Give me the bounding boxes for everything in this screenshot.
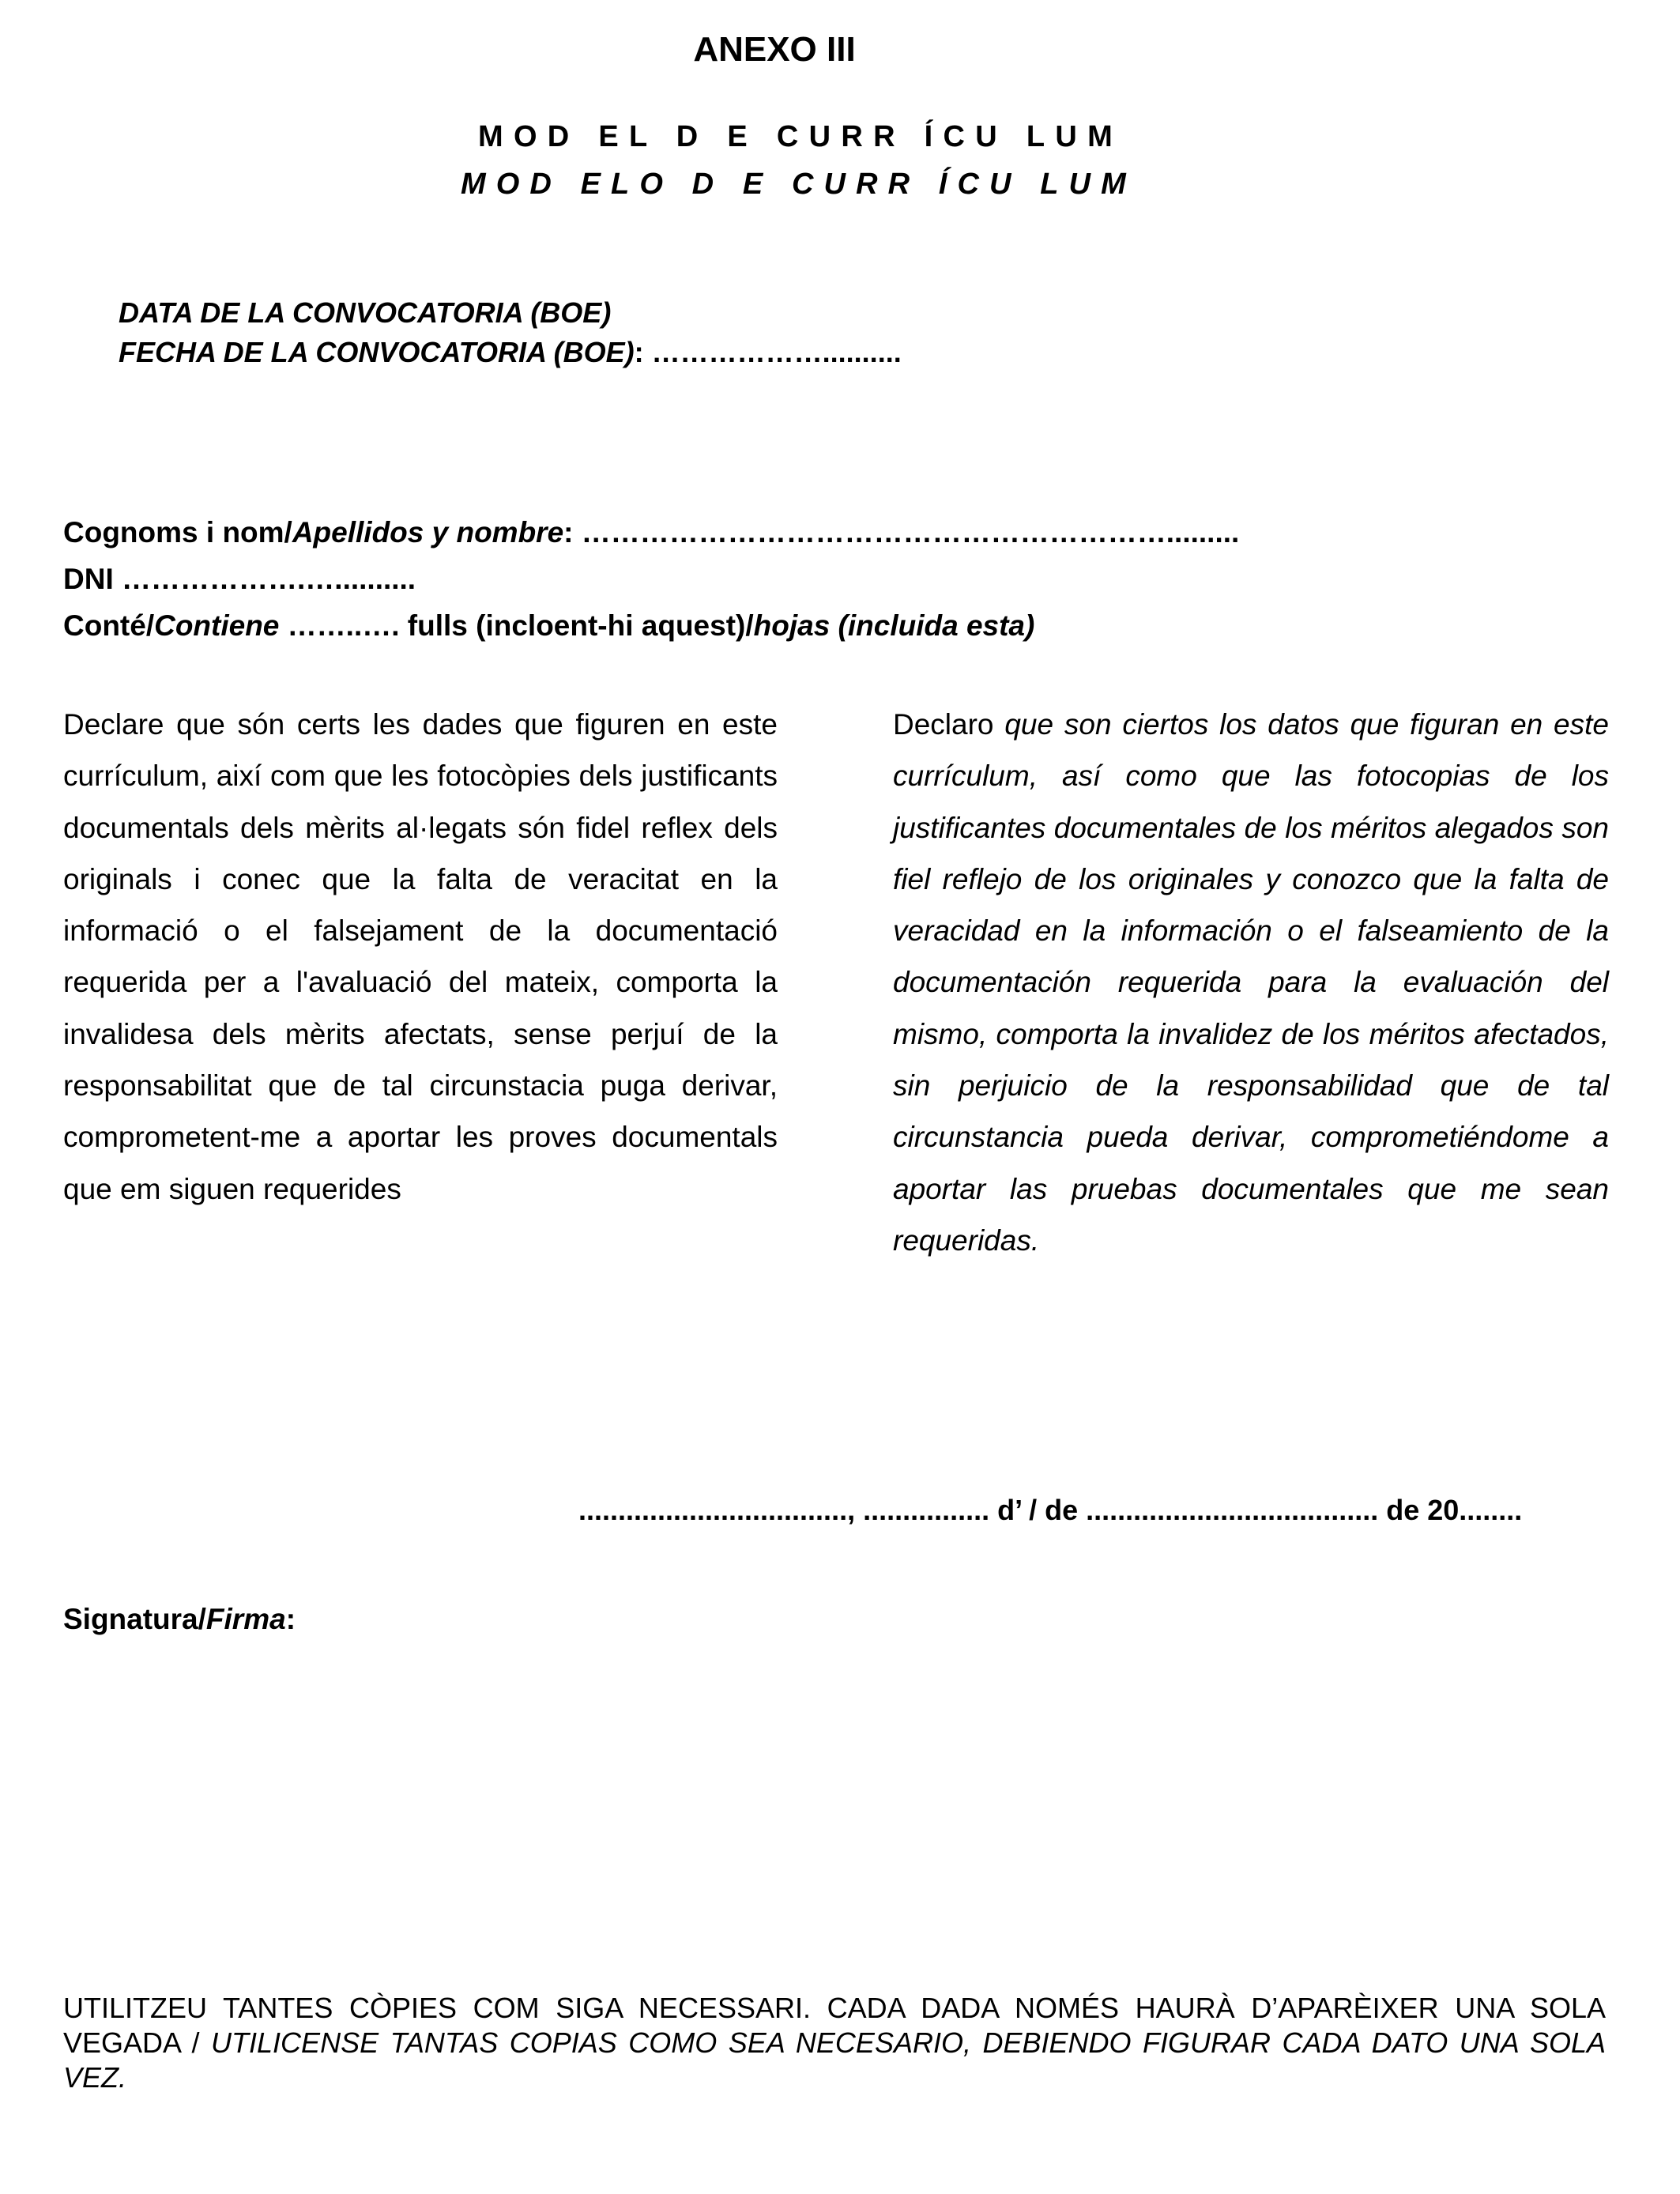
name-label-catalan: Cognoms i nom/ <box>63 516 292 548</box>
pages-label-catalan: Conté/ <box>63 609 155 642</box>
place-date-line: .................................., ................ d’ / de ..................................... de 20........ <box>578 1494 1523 1526</box>
subtitle-spanish: MOD ELO D E CURR ÍCU LUM <box>461 168 1136 201</box>
name-colon: : <box>563 516 574 548</box>
pages-blank: ……..…. fulls (incloent-hi aquest)/ <box>279 609 754 642</box>
name-field <box>63 516 1239 549</box>
pages-suffix-spanish: hojas (incluida esta) <box>753 609 1035 642</box>
declaration-spanish-body: que son ciertos los datos que figuran en este currículum, así como que las fotocopias de los justificantes documentales de los méritos alegados son fiel reflejo de los originales y conozco que la falta de veracidad en la información o el falseamiento de la documentación requerida para la evaluación del mismo, comporta la invalidez de los méritos afectados, sin perjuicio de la responsabilidad que de tal circunstancia pueda derivar, comprometiéndome a aportar las pruebas documentales que me sean requeridas. <box>893 708 1609 1257</box>
signature-label-spanish: Firma <box>205 1603 286 1635</box>
convocatoria-date-field <box>119 336 902 369</box>
convocatoria-colon: : <box>634 336 644 368</box>
declaration-spanish <box>893 699 1609 1266</box>
convocatoria-label-catalan: DATA DE LA CONVOCATORIA (BOE) <box>119 296 612 329</box>
footer-note-spanish: UTILICENSE TANTAS COPIAS COMO SEA NECESARIO, DEBIENDO FIGURAR CADA DATO UNA SOLA VEZ. <box>63 2026 1606 2094</box>
footer-note <box>63 1991 1606 2095</box>
page-title: ANEXO III <box>693 30 856 69</box>
pages-field <box>63 609 1034 643</box>
pages-label-spanish: Contiene <box>154 609 280 642</box>
dni-blank: ……………….….......... <box>113 563 416 595</box>
name-label-spanish: Apellidos y nombre <box>292 516 564 548</box>
dni-label: DNI <box>63 563 114 595</box>
subtitle-catalan: MOD EL D E CURR ÍCU LUM <box>478 120 1124 153</box>
declaration-catalan: Declare que són certs les dades que figuren en este currículum, així com que les fotocòpies dels justificants documentals dels mèrits al·legats són fidel reflex dels originals i conec que la falta de veracitat en la informació o el falsejament de la documentació requerida per a l'avaluació del mateix, comporta la invalidesa dels mèrits afectats, sense perjuí de la responsabilitat que de tal circunstacia puga derivar, comprometent-me a aportar les proves documentals que em siguen requerides <box>63 708 778 1205</box>
name-blank: ……………………………………………………......... <box>573 516 1240 548</box>
declaration-spanish-lead: Declaro <box>893 708 994 741</box>
dni-field <box>63 563 416 596</box>
convocatoria-date-blank: ……………….......... <box>643 336 902 368</box>
footer-note-catalan: UTILITZEU TANTES CÒPIES COM SIGA NECESSARI. CADA DADA NOMÉS HAURÀ D’APARÈIXER UNA SOLA VEGADA / <box>63 1992 1606 2059</box>
convocatoria-label-spanish: FECHA DE LA CONVOCATORIA (BOE) <box>119 336 635 368</box>
signature-label <box>63 1603 296 1636</box>
signature-label-catalan: Signatura/ <box>63 1603 206 1635</box>
signature-colon: : <box>285 1603 296 1635</box>
